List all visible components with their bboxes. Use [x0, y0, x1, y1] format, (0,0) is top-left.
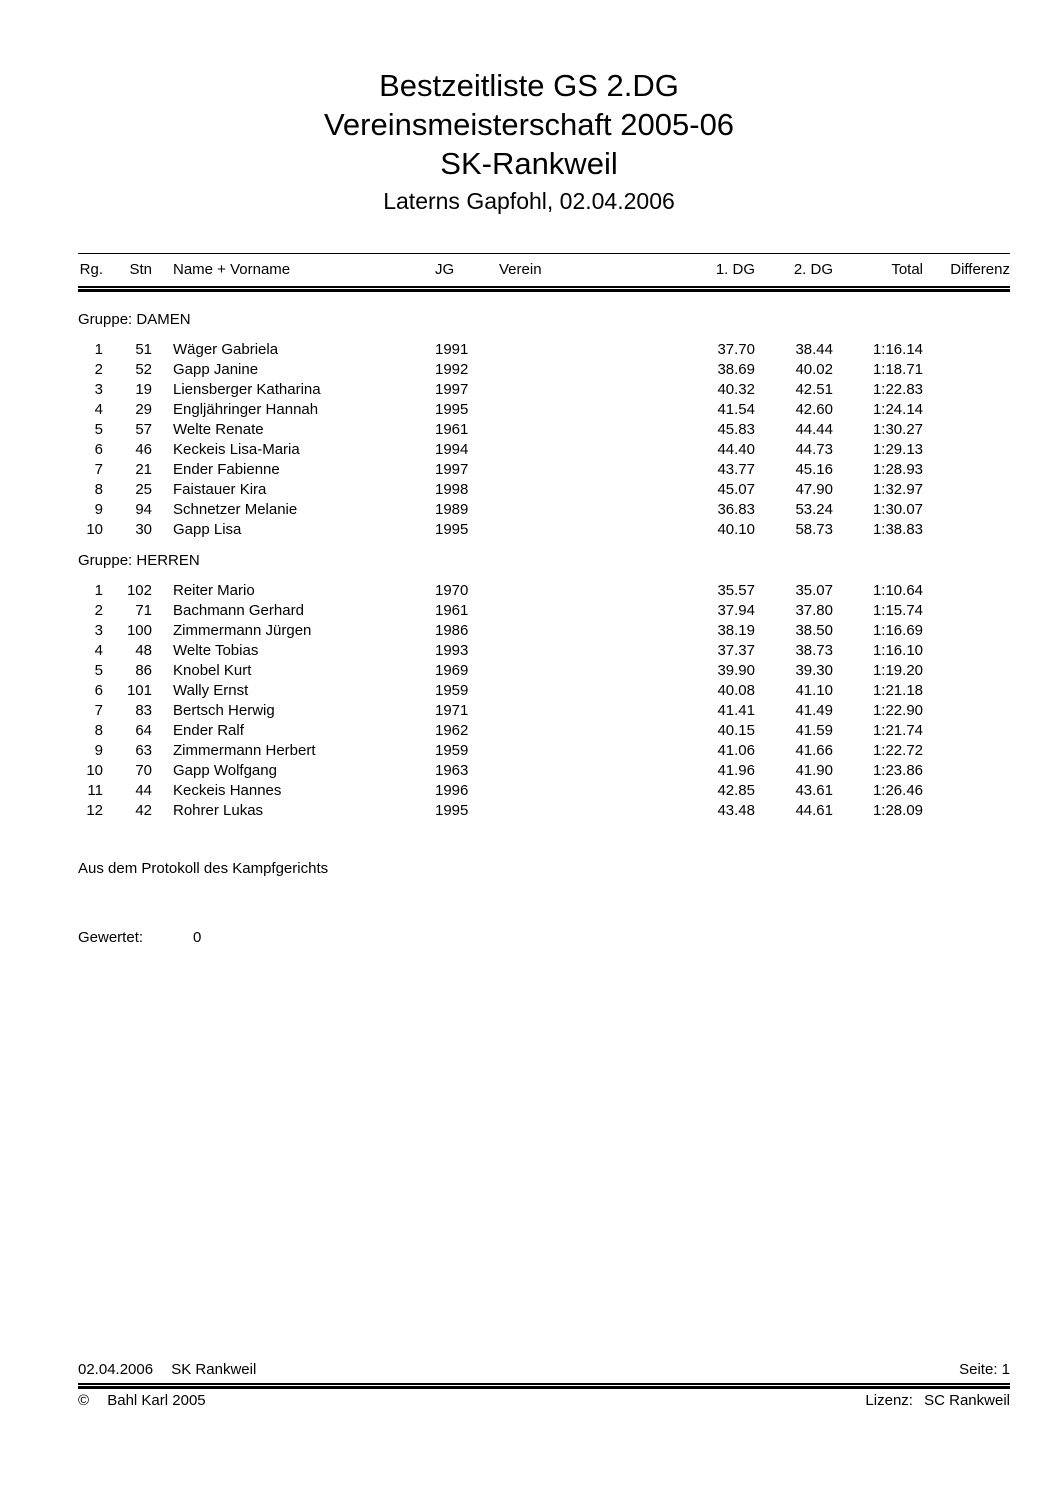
- cell-jg: 1997: [435, 381, 469, 398]
- cell-name: Zimmermann Herbert: [173, 742, 316, 759]
- cell-jg: 1961: [435, 421, 469, 438]
- cell-jg: 1986: [435, 622, 469, 639]
- cell-dg1: 41.96: [717, 762, 755, 779]
- cell-jg: 1995: [435, 521, 469, 538]
- cell-rg: 10: [86, 762, 103, 779]
- cell-total: 1:22.72: [872, 742, 923, 759]
- cell-stn: 101: [126, 682, 152, 699]
- cell-diff: [923, 761, 1010, 781]
- cell-total: 1:32.97: [872, 481, 923, 498]
- cell-diff: [923, 581, 1010, 601]
- table-row: [78, 440, 1010, 460]
- cell-jg: 1992: [435, 361, 469, 378]
- cell-dg1: 44.40: [717, 441, 755, 458]
- cell-dg2: 40.02: [795, 361, 833, 378]
- cell-dg2: 45.16: [795, 461, 833, 478]
- cell-dg2: 43.61: [795, 782, 833, 799]
- page-title-line3: SK-Rankweil: [440, 146, 618, 181]
- footer-page-number: Seite: 1: [959, 1361, 1010, 1378]
- table-row: [78, 781, 1010, 801]
- cell-dg2: 53.24: [795, 501, 833, 518]
- table-header-rule: [78, 286, 1010, 292]
- footer-row-2: [78, 1392, 1010, 1410]
- table-row: [78, 801, 1010, 821]
- cell-dg2: 42.60: [795, 401, 833, 418]
- cell-name: Wally Ernst: [173, 682, 249, 699]
- cell-jg: 1996: [435, 782, 469, 799]
- cell-dg1: 37.70: [717, 341, 755, 358]
- cell-verein: [477, 480, 700, 500]
- cell-dg2: 42.51: [795, 381, 833, 398]
- cell-total: 1:22.83: [872, 381, 923, 398]
- cell-name: Liensberger Katharina: [173, 381, 321, 398]
- cell-dg1: 43.77: [717, 461, 755, 478]
- cell-name: Knobel Kurt: [173, 662, 252, 679]
- cell-total: 1:16.14: [872, 341, 923, 358]
- cell-rg: 5: [94, 421, 103, 438]
- cell-dg2: 41.66: [795, 742, 833, 759]
- cell-diff: [923, 781, 1010, 801]
- cell-verein: [477, 661, 700, 681]
- cell-stn: 51: [135, 341, 152, 358]
- cell-name: Faistauer Kira: [173, 481, 267, 498]
- cell-verein: [477, 601, 700, 621]
- gewertet-value: 0: [193, 929, 202, 946]
- cell-total: 1:21.74: [872, 722, 923, 739]
- cell-rg: 1: [94, 582, 103, 599]
- footer-rule: [78, 1383, 1010, 1389]
- cell-total: 1:16.69: [872, 622, 923, 639]
- gewertet-label: Gewertet:: [78, 929, 144, 946]
- protocol-note: Aus dem Protokoll des Kampfgerichts: [78, 860, 329, 877]
- footer-copyright: [78, 1392, 206, 1410]
- cell-dg1: 38.19: [717, 622, 755, 639]
- table-row: [78, 460, 1010, 480]
- cell-diff: [923, 380, 1010, 400]
- table-row: [78, 581, 1010, 601]
- table-header-row: [78, 260, 1010, 280]
- cell-dg2: 44.44: [795, 421, 833, 438]
- cell-diff: [923, 440, 1010, 460]
- cell-jg: 1959: [435, 682, 469, 699]
- footer-date-club: [78, 1361, 256, 1379]
- cell-dg2: 35.07: [795, 582, 833, 599]
- cell-rg: 6: [94, 441, 103, 458]
- cell-dg2: 41.49: [795, 702, 833, 719]
- cell-dg1: 38.69: [717, 361, 755, 378]
- cell-dg2: 41.90: [795, 762, 833, 779]
- table-header: [78, 253, 1010, 286]
- rule-thick: [78, 289, 1010, 292]
- cell-verein: [477, 420, 700, 440]
- cell-name: Keckeis Lisa-Maria: [173, 441, 300, 458]
- cell-verein: [477, 801, 700, 821]
- footer-date: 02.04.2006: [78, 1361, 154, 1378]
- cell-dg1: 39.90: [717, 662, 755, 679]
- cell-diff: [923, 661, 1010, 681]
- cell-jg: 1994: [435, 441, 469, 458]
- cell-stn: 19: [135, 381, 152, 398]
- cell-diff: [923, 801, 1010, 821]
- cell-name: Gapp Janine: [173, 361, 259, 378]
- page-title-line1: Bestzeitliste GS 2.DG: [379, 68, 679, 103]
- footer-license: [865, 1392, 1010, 1410]
- table-row: [78, 360, 1010, 380]
- cell-dg1: 40.32: [717, 381, 755, 398]
- cell-dg2: 38.73: [795, 642, 833, 659]
- copyright-icon: ©: [78, 1392, 90, 1409]
- cell-total: 1:22.90: [872, 702, 923, 719]
- cell-verein: [477, 380, 700, 400]
- cell-dg1: 40.15: [717, 722, 755, 739]
- event-location-date: Laterns Gapfohl, 02.04.2006: [383, 188, 675, 214]
- cell-total: 1:23.86: [872, 762, 923, 779]
- cell-dg1: 43.48: [717, 802, 755, 819]
- cell-name: Reiter Mario: [173, 582, 255, 599]
- cell-diff: [923, 500, 1010, 520]
- cell-dg2: 37.80: [795, 602, 833, 619]
- cell-rg: 1: [94, 341, 103, 358]
- cell-dg2: 58.73: [795, 521, 833, 538]
- cell-diff: [923, 420, 1010, 440]
- column-header-year: JG: [435, 261, 455, 278]
- cell-name: Engljähringer Hannah: [173, 401, 319, 418]
- cell-diff: [923, 681, 1010, 701]
- table-row: [78, 601, 1010, 621]
- column-header-differenz: Differenz: [950, 261, 1010, 278]
- cell-stn: 52: [135, 361, 152, 378]
- cell-rg: 4: [94, 642, 103, 659]
- document-header: [0, 66, 1058, 215]
- cell-name: Keckeis Hannes: [173, 782, 282, 799]
- cell-diff: [923, 480, 1010, 500]
- cell-jg: 1971: [435, 702, 469, 719]
- cell-name: Zimmermann Jürgen: [173, 622, 312, 639]
- page-title-line2: Vereinsmeisterschaft 2005-06: [323, 107, 735, 142]
- cell-stn: 83: [135, 702, 152, 719]
- cell-total: 1:28.09: [872, 802, 923, 819]
- cell-name: Gapp Wolfgang: [173, 762, 277, 779]
- cell-jg: 1961: [435, 602, 469, 619]
- column-header-rank: Rg.: [79, 261, 103, 278]
- cell-rg: 3: [94, 381, 103, 398]
- cell-dg1: 41.41: [717, 702, 755, 719]
- cell-stn: 30: [135, 521, 152, 538]
- cell-dg2: 39.30: [795, 662, 833, 679]
- cell-name: Welte Renate: [173, 421, 264, 438]
- cell-name: Rohrer Lukas: [173, 802, 264, 819]
- cell-rg: 6: [94, 682, 103, 699]
- table-row: [78, 681, 1010, 701]
- cell-stn: 63: [135, 742, 152, 759]
- table-row: [78, 500, 1010, 520]
- cell-rg: 2: [94, 361, 103, 378]
- cell-dg1: 41.06: [717, 742, 755, 759]
- cell-name: Welte Tobias: [173, 642, 259, 659]
- cell-total: 1:24.14: [872, 401, 923, 418]
- cell-verein: [477, 701, 700, 721]
- cell-total: 1:18.71: [872, 361, 923, 378]
- table-row: [78, 721, 1010, 741]
- cell-stn: 29: [135, 401, 152, 418]
- cell-stn: 70: [135, 762, 152, 779]
- table-row: [78, 621, 1010, 641]
- cell-dg2: 41.10: [795, 682, 833, 699]
- cell-verein: [477, 761, 700, 781]
- cell-rg: 9: [94, 501, 103, 518]
- cell-jg: 1970: [435, 582, 469, 599]
- cell-total: 1:19.20: [872, 662, 923, 679]
- cell-jg: 1989: [435, 501, 469, 518]
- table-row: [78, 400, 1010, 420]
- cell-verein: [477, 500, 700, 520]
- cell-diff: [923, 601, 1010, 621]
- cell-diff: [923, 701, 1010, 721]
- cell-stn: 100: [126, 622, 152, 639]
- cell-verein: [477, 741, 700, 761]
- table-row: [78, 520, 1010, 540]
- cell-verein: [477, 440, 700, 460]
- cell-total: 1:30.27: [872, 421, 923, 438]
- cell-verein: [477, 360, 700, 380]
- cell-dg1: 37.94: [717, 602, 755, 619]
- group-label: Gruppe: HERREN: [78, 552, 200, 569]
- cell-stn: 94: [135, 501, 152, 518]
- cell-dg1: 36.83: [717, 501, 755, 518]
- table-row: [78, 420, 1010, 440]
- cell-name: Bachmann Gerhard: [173, 602, 304, 619]
- group-rows: [78, 340, 1010, 540]
- cell-total: 1:30.07: [872, 501, 923, 518]
- column-header-club: Verein: [499, 261, 542, 278]
- cell-jg: 1969: [435, 662, 469, 679]
- license-value: SC Rankweil: [924, 1392, 1010, 1409]
- group-rows: [78, 581, 1010, 821]
- cell-diff: [923, 460, 1010, 480]
- cell-rg: 2: [94, 602, 103, 619]
- cell-rg: 3: [94, 622, 103, 639]
- cell-dg2: 38.50: [795, 622, 833, 639]
- cell-stn: 57: [135, 421, 152, 438]
- results-table-body: [78, 303, 1010, 821]
- cell-rg: 8: [94, 481, 103, 498]
- column-header-run1: 1. DG: [715, 261, 755, 278]
- cell-dg2: 44.61: [795, 802, 833, 819]
- cell-stn: 48: [135, 642, 152, 659]
- cell-jg: 1998: [435, 481, 469, 498]
- cell-dg1: 37.37: [717, 642, 755, 659]
- cell-diff: [923, 741, 1010, 761]
- cell-rg: 9: [94, 742, 103, 759]
- cell-total: 1:29.13: [872, 441, 923, 458]
- footer-club: SK Rankweil: [171, 1361, 257, 1378]
- cell-total: 1:15.74: [872, 602, 923, 619]
- cell-jg: 1991: [435, 341, 469, 358]
- cell-rg: 4: [94, 401, 103, 418]
- cell-dg2: 38.44: [795, 341, 833, 358]
- cell-verein: [477, 681, 700, 701]
- cell-diff: [923, 360, 1010, 380]
- cell-jg: 1995: [435, 802, 469, 819]
- cell-name: Schnetzer Melanie: [173, 501, 298, 518]
- cell-dg1: 35.57: [717, 582, 755, 599]
- cell-rg: 12: [86, 802, 103, 819]
- cell-diff: [923, 721, 1010, 741]
- cell-stn: 102: [126, 582, 152, 599]
- column-header-name: Name + Vorname: [173, 261, 291, 278]
- cell-name: Ender Ralf: [173, 722, 244, 739]
- cell-verein: [477, 721, 700, 741]
- cell-jg: 1963: [435, 762, 469, 779]
- cell-dg1: 40.08: [717, 682, 755, 699]
- table-row: [78, 661, 1010, 681]
- cell-jg: 1993: [435, 642, 469, 659]
- cell-total: 1:26.46: [872, 782, 923, 799]
- cell-name: Wäger Gabriela: [173, 341, 279, 358]
- cell-diff: [923, 621, 1010, 641]
- cell-stn: 44: [135, 782, 152, 799]
- cell-total: 1:38.83: [872, 521, 923, 538]
- cell-name: Bertsch Herwig: [173, 702, 275, 719]
- table-row: [78, 340, 1010, 360]
- cell-verein: [477, 581, 700, 601]
- gewertet-row: [78, 929, 478, 947]
- cell-stn: 46: [135, 441, 152, 458]
- cell-diff: [923, 520, 1010, 540]
- cell-total: 1:10.64: [872, 582, 923, 599]
- license-label: Lizenz:: [865, 1392, 913, 1409]
- cell-total: 1:28.93: [872, 461, 923, 478]
- cell-total: 1:16.10: [872, 642, 923, 659]
- group-label: Gruppe: DAMEN: [78, 311, 191, 328]
- cell-dg1: 41.54: [717, 401, 755, 418]
- table-row: [78, 641, 1010, 661]
- cell-stn: 25: [135, 481, 152, 498]
- cell-stn: 42: [135, 802, 152, 819]
- cell-dg2: 41.59: [795, 722, 833, 739]
- table-row: [78, 741, 1010, 761]
- cell-stn: 86: [135, 662, 152, 679]
- rule-thick: [78, 1386, 1010, 1389]
- cell-rg: 5: [94, 662, 103, 679]
- column-header-run2: 2. DG: [793, 261, 833, 278]
- column-header-bib: Stn: [129, 261, 152, 278]
- cell-jg: 1962: [435, 722, 469, 739]
- table-row: [78, 761, 1010, 781]
- footer-row-1: [78, 1361, 1010, 1379]
- cell-rg: 10: [86, 521, 103, 538]
- cell-diff: [923, 340, 1010, 360]
- cell-stn: 21: [135, 461, 152, 478]
- cell-rg: 7: [94, 461, 103, 478]
- cell-dg2: 47.90: [795, 481, 833, 498]
- cell-dg1: 45.07: [717, 481, 755, 498]
- cell-rg: 7: [94, 702, 103, 719]
- cell-dg2: 44.73: [795, 441, 833, 458]
- table-row: [78, 380, 1010, 400]
- cell-jg: 1997: [435, 461, 469, 478]
- table-row: [78, 701, 1010, 721]
- cell-verein: [477, 520, 700, 540]
- cell-name: Ender Fabienne: [173, 461, 280, 478]
- cell-dg1: 45.83: [717, 421, 755, 438]
- cell-verein: [477, 621, 700, 641]
- cell-name: Gapp Lisa: [173, 521, 242, 538]
- cell-rg: 8: [94, 722, 103, 739]
- cell-rg: 11: [87, 782, 103, 799]
- cell-stn: 71: [135, 602, 152, 619]
- cell-diff: [923, 641, 1010, 661]
- cell-jg: 1959: [435, 742, 469, 759]
- cell-verein: [477, 641, 700, 661]
- copyright-text: Bahl Karl 2005: [107, 1392, 206, 1409]
- cell-verein: [477, 340, 700, 360]
- column-header-total: Total: [891, 261, 923, 278]
- cell-verein: [477, 400, 700, 420]
- cell-total: 1:21.18: [872, 682, 923, 699]
- cell-dg1: 42.85: [717, 782, 755, 799]
- page-footer: [78, 1361, 1010, 1410]
- table-row: [78, 480, 1010, 500]
- cell-dg1: 40.10: [717, 521, 755, 538]
- cell-jg: 1995: [435, 401, 469, 418]
- cell-diff: [923, 400, 1010, 420]
- cell-verein: [477, 781, 700, 801]
- cell-verein: [477, 460, 700, 480]
- cell-stn: 64: [135, 722, 152, 739]
